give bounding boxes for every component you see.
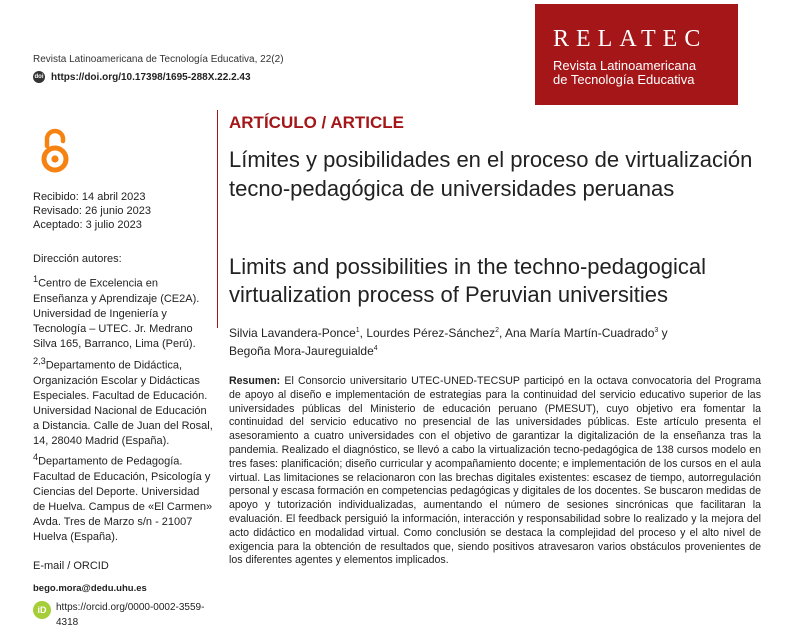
- title-english: Limits and possibilities in the techno-pedagogical virtualization process of Peruvian universities: [229, 254, 706, 307]
- abstract-text: El Consorcio universitario UTEC-UNED-TECSUP participó en la octava convocatoria del Programa de apoyo al diseño e implementación de estrategias para la continuidad del servicio educativo superior de las universidades públicas del Ministerio de educación peruano (PMESUT), cuyo objetivo era fomentar la continuidad del servicio educativo no presencial de las universidades públicas. Este artículo presenta el asesoramiento a cuatro universidades con el objetivo de garantizar la digitalización de la enseñanza tras la pandemia. Realizado el diagnóstico, se llevó a cabo la virtualización tecno-pedagógica de 138 cursos modelo en tres fases: planificación; diseño curricular y acompañamiento docente; e implementación de los cursos en el aula virtual. Las limitaciones se relacionaron con las brechas digitales existentes: escasez de tiempo, autorregulación personal y escasa formación en competencias pedagógicas y digitales de los docentes. Se buscaron medidas de apoyo y tutorización individualizadas, aumentando el número de sesiones sincrónicas que facilitaran la evaluación. El feedback persiguió la información, interacción y responsabilidad sobre lo realizado y la mejora del acto didáctico en modalidad virtual. Como conclusión se destaca la complejidad del proceso y el alto nivel de exigencia para la obtención de resultados que, siendo positivos atravesaron varios obstáculos provenientes de los diferentes agentes y elementos implicados.: [229, 375, 761, 567]
- article-section-label: ARTÍCULO / ARTICLE: [229, 113, 405, 132]
- accepted-date: Aceptado: 3 julio 2023: [33, 219, 142, 231]
- revised-date: Revisado: 26 junio 2023: [33, 205, 152, 217]
- author-name: Lourdes Pérez-Sánchez: [366, 326, 496, 340]
- affiliation-3: $^4$Departamento de Pedagogía. Facultad de Educación, Psicología y Ciencias del Deporte. Universidad de Huelva. Campus de «El Carmen» Avda. Tres de Marzo s/n - 21007 Huelva (España).: [33, 452, 213, 543]
- orcid-icon: iD: [33, 601, 51, 619]
- title-spanish: Límites y posibilidades en el proceso de virtualización tecno-pedagógica de universidades peruanas: [229, 147, 753, 201]
- abstract-label: Resumen:: [229, 375, 281, 387]
- authors-address-label: Dirección autores:: [33, 253, 122, 265]
- author-list: Silvia Lavandera-Ponce$^1$, Lourdes Pérez-Sánchez$^2$, Ana María Martín-Cuadrado$^3$ y Begoña Mora-Jaureguialde$^4$: [229, 326, 668, 358]
- email-link[interactable]: bego.mora@dedu.uhu.es: [33, 583, 147, 594]
- abstract: [229, 375, 761, 568]
- doi-line: [33, 71, 251, 83]
- doi-link[interactable]: https://doi.org/10.17398/1695-288X.22.2.43: [51, 71, 251, 83]
- author-name: Ana María Martín-Cuadrado: [505, 326, 655, 340]
- author-name: Begoña Mora-Jaureguialde: [229, 344, 374, 358]
- article-dates: [33, 190, 213, 232]
- journal-citation: Revista Latinoamericana de Tecnología Educativa, 22(2): [33, 54, 284, 65]
- affiliation-2: $^{2,3}$Departamento de Didáctica, Organización Escolar y Didácticas Especiales. Facultad de Educación. Universidad Nacional de Educación a Distancia. Calle de Juan del Rosal, 14, 28040 Madrid (España).: [33, 356, 213, 447]
- affiliation-1: $^1$Centro de Excelencia en Enseñanza y Aprendizaje (CE2A). Universidad de Ingeniería y Tecnología – UTEC. Jr. Medrano Silva 165, Barranco, Lima (Perú).: [33, 274, 200, 350]
- brand-subtitle-line2: de Tecnología Educativa: [553, 72, 695, 87]
- brand-subtitle-line1: Revista Latinoamericana: [553, 58, 697, 73]
- received-date: Recibido: 14 abril 2023: [33, 191, 146, 203]
- orcid-link[interactable]: https://orcid.org/0000-0002-3559-4318: [56, 602, 205, 628]
- author-name: Silvia Lavandera-Ponce: [229, 326, 356, 340]
- open-access-icon: [38, 128, 72, 174]
- contact-label: E-mail / ORCID: [33, 560, 109, 572]
- relatec-logo: [535, 4, 738, 105]
- brand-name: RELATEC: [553, 26, 708, 52]
- section-divider: [217, 110, 218, 328]
- doi-icon: doi: [33, 71, 45, 83]
